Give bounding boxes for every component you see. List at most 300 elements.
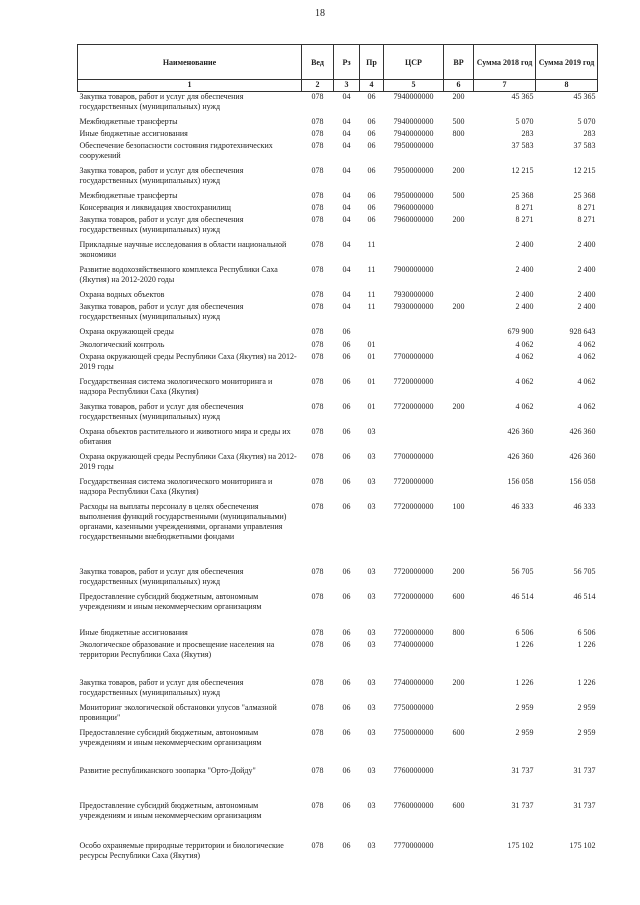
row-vr: 600 — [452, 800, 465, 810]
row-name: Закупка товаров, работ и услуг для обеспечения государственных (муниципальных) нужд — [79, 165, 244, 185]
row-sum-2019: 8 271 — [577, 214, 596, 224]
row-rz: 04 — [342, 301, 351, 311]
row-csr: 7720000000 — [393, 376, 434, 386]
column-number: 5 — [384, 80, 444, 92]
row-pr: 03 — [367, 639, 376, 649]
row-rz: 06 — [342, 639, 351, 649]
row-pr: 03 — [367, 566, 376, 576]
row-sum-2019: 175 102 — [569, 840, 596, 850]
row-csr: 7720000000 — [393, 566, 434, 576]
table-row — [78, 801, 598, 841]
row-name: Обеспечение безопасности состояния гидротехнических сооружений — [79, 140, 273, 160]
column-number-row — [78, 80, 598, 92]
row-vr — [444, 452, 474, 477]
row-ved: 078 — [311, 339, 324, 349]
row-pr: 11 — [367, 289, 376, 299]
row-ved: 078 — [311, 476, 324, 486]
row-pr: 06 — [367, 116, 376, 126]
row-sum-2019: 2 400 — [577, 264, 596, 274]
row-rz: 06 — [342, 677, 351, 687]
row-csr: 7700000000 — [393, 351, 434, 361]
row-vr — [444, 203, 474, 215]
row-pr — [360, 327, 384, 340]
table-row — [78, 215, 598, 240]
table-row — [78, 567, 598, 592]
row-sum-2019: 1 226 — [577, 677, 596, 687]
row-pr: 03 — [367, 800, 376, 810]
row-rz: 04 — [342, 190, 351, 200]
row-csr: 7720000000 — [393, 501, 434, 511]
row-vr — [444, 290, 474, 302]
row-csr: 7750000000 — [393, 702, 434, 712]
table-row — [78, 290, 598, 302]
header-rz: Рз — [334, 45, 360, 80]
row-vr: 800 — [452, 128, 465, 138]
row-sum-2018: 4 062 — [515, 401, 534, 411]
row-ved: 078 — [311, 639, 324, 649]
header-ved: Вед — [302, 45, 334, 80]
row-rz: 06 — [342, 727, 351, 737]
row-vr: 200 — [452, 165, 465, 175]
row-pr: 03 — [367, 765, 376, 775]
row-ved: 078 — [311, 202, 324, 212]
table-row — [78, 129, 598, 141]
row-ved: 078 — [311, 501, 324, 511]
row-vr: 200 — [452, 677, 465, 687]
table-row — [78, 166, 598, 191]
row-csr: 7940000000 — [393, 128, 434, 138]
table-row — [78, 678, 598, 703]
row-pr: 03 — [367, 501, 376, 511]
row-csr: 7950000000 — [393, 140, 434, 150]
row-rz: 06 — [342, 476, 351, 486]
row-csr: 7950000000 — [393, 190, 434, 200]
row-vr — [444, 141, 474, 166]
row-vr — [444, 841, 474, 871]
row-vr: 500 — [452, 190, 465, 200]
column-number: 7 — [474, 80, 536, 92]
row-vr — [444, 477, 474, 502]
row-sum-2018: 426 360 — [507, 426, 534, 436]
row-name: Государственная система экологического мониторинга и надзора Республики Саха (Якутия) — [79, 376, 273, 396]
row-vr: 200 — [452, 401, 465, 411]
row-pr: 01 — [367, 401, 376, 411]
row-sum-2019: 56 705 — [573, 566, 596, 576]
row-rz: 06 — [342, 800, 351, 810]
column-number: 1 — [78, 80, 302, 92]
header-row — [78, 45, 598, 80]
row-ved: 078 — [311, 239, 324, 249]
row-rz: 06 — [342, 627, 351, 637]
row-rz: 06 — [342, 566, 351, 576]
row-rz: 04 — [342, 116, 351, 126]
row-sum-2019: 426 360 — [569, 451, 596, 461]
row-csr — [384, 340, 444, 352]
row-name: Развитие водохозяйственного комплекса Республики Саха (Якутия) на 2012-2020 годы — [79, 264, 278, 284]
row-ved: 078 — [311, 92, 324, 101]
row-csr: 7930000000 — [393, 301, 434, 311]
row-name: Прикладные научные исследования в области национальной экономики — [79, 239, 287, 259]
row-vr — [444, 352, 474, 377]
table-row — [78, 377, 598, 402]
table-row — [78, 240, 598, 265]
row-rz: 04 — [342, 165, 351, 175]
row-name: Закупка товаров, работ и услуг для обеспечения государственных (муниципальных) нужд — [79, 214, 244, 234]
row-csr: 7720000000 — [393, 591, 434, 601]
row-vr — [444, 327, 474, 340]
row-pr: 01 — [367, 351, 376, 361]
row-pr: 01 — [367, 339, 376, 349]
row-sum-2019: 46 514 — [573, 591, 596, 601]
row-sum-2018: 56 705 — [511, 566, 534, 576]
row-vr — [444, 240, 474, 265]
row-name: Охрана объектов растительного и животного мира и среды их обитания — [79, 426, 291, 446]
row-name: Консервация и ликвидация хвостохранилищ — [79, 202, 231, 212]
row-ved: 078 — [311, 376, 324, 386]
row-sum-2018: 31 737 — [511, 765, 534, 775]
row-name: Экологический контроль — [79, 339, 165, 349]
row-csr: 7740000000 — [393, 639, 434, 649]
row-rz: 04 — [342, 202, 351, 212]
row-sum-2018: 46 333 — [511, 501, 534, 511]
row-sum-2018: 679 900 — [507, 326, 534, 336]
row-name: Предоставление субсидий бюджетным, автономным учреждениям и иным некоммерческим организациям — [79, 800, 262, 820]
row-name: Межбюджетные трансферты — [79, 190, 178, 200]
row-sum-2018: 12 215 — [511, 165, 534, 175]
table-row — [78, 452, 598, 477]
row-ved: 078 — [311, 214, 324, 224]
row-ved: 078 — [311, 727, 324, 737]
row-rz: 06 — [342, 351, 351, 361]
column-number: 4 — [360, 80, 384, 92]
row-ved: 078 — [311, 116, 324, 126]
page-number: 18 — [315, 8, 325, 19]
row-pr: 11 — [367, 301, 376, 311]
row-csr: 7940000000 — [393, 92, 434, 101]
table-row — [78, 703, 598, 728]
row-sum-2018: 175 102 — [507, 840, 534, 850]
table-body — [78, 92, 598, 871]
row-sum-2019: 2 959 — [577, 702, 596, 712]
table-row — [78, 352, 598, 377]
row-pr: 06 — [367, 190, 376, 200]
row-ved: 078 — [311, 326, 324, 336]
row-pr: 11 — [367, 264, 376, 274]
row-csr: 7770000000 — [393, 840, 434, 850]
row-name: Закупка товаров, работ и услуг для обеспечения государственных (муниципальных) нужд — [79, 92, 244, 111]
row-rz: 04 — [342, 128, 351, 138]
row-csr — [384, 427, 444, 452]
row-ved: 078 — [311, 702, 324, 712]
row-ved: 078 — [311, 591, 324, 601]
row-rz: 04 — [342, 239, 351, 249]
budget-table — [77, 44, 598, 871]
row-vr — [444, 377, 474, 402]
row-sum-2019: 2 400 — [577, 301, 596, 311]
row-ved: 078 — [311, 800, 324, 810]
row-pr: 03 — [367, 627, 376, 637]
row-rz: 04 — [342, 214, 351, 224]
row-sum-2019: 4 062 — [577, 339, 596, 349]
row-sum-2019: 283 — [583, 128, 596, 138]
row-pr: 06 — [367, 128, 376, 138]
row-csr: 7760000000 — [393, 765, 434, 775]
table-row — [78, 628, 598, 640]
row-vr: 600 — [452, 591, 465, 601]
table-row — [78, 402, 598, 427]
row-pr: 06 — [367, 165, 376, 175]
row-sum-2019: 45 365 — [573, 92, 596, 101]
row-sum-2018: 426 360 — [507, 451, 534, 461]
row-sum-2019: 6 506 — [577, 627, 596, 637]
row-rz: 06 — [342, 339, 351, 349]
row-csr: 7720000000 — [393, 476, 434, 486]
row-pr: 03 — [367, 591, 376, 601]
row-pr: 06 — [367, 140, 376, 150]
header-vr: ВР — [444, 45, 474, 80]
row-ved: 078 — [311, 289, 324, 299]
row-sum-2018: 6 506 — [515, 627, 534, 637]
row-ved: 078 — [311, 426, 324, 436]
table-row — [78, 340, 598, 352]
row-sum-2018: 37 583 — [511, 140, 534, 150]
row-sum-2018: 2 959 — [515, 727, 534, 737]
row-name: Особо охраняемые природные территории и биологические ресурсы Республики Саха (Якутия) — [79, 840, 284, 860]
row-name: Предоставление субсидий бюджетным, автономным учреждениям и иным некоммерческим организациям — [79, 591, 262, 611]
row-pr: 01 — [367, 376, 376, 386]
row-name: Государственная система экологического мониторинга и надзора Республики Саха (Якутия) — [79, 476, 273, 496]
table-row — [78, 117, 598, 129]
row-sum-2018: 2 400 — [515, 239, 534, 249]
row-sum-2019: 1 226 — [577, 639, 596, 649]
row-rz: 06 — [342, 702, 351, 712]
header-sum-2018: Сумма 2018 год — [474, 45, 536, 80]
row-ved: 078 — [311, 451, 324, 461]
row-csr — [384, 327, 444, 340]
row-sum-2018: 283 — [521, 128, 534, 138]
row-sum-2019: 8 271 — [577, 202, 596, 212]
row-vr: 200 — [452, 92, 465, 101]
row-vr — [444, 265, 474, 290]
row-sum-2018: 8 271 — [515, 214, 534, 224]
header-csr: ЦСР — [384, 45, 444, 80]
row-pr: 03 — [367, 451, 376, 461]
row-sum-2018: 2 400 — [515, 264, 534, 274]
row-pr: 06 — [367, 214, 376, 224]
row-ved: 078 — [311, 351, 324, 361]
row-pr: 03 — [367, 727, 376, 737]
row-sum-2018: 31 737 — [511, 800, 534, 810]
row-ved: 078 — [311, 627, 324, 637]
table-row — [78, 203, 598, 215]
row-ved: 078 — [311, 190, 324, 200]
row-sum-2019: 156 058 — [569, 476, 596, 486]
row-name: Закупка товаров, работ и услуг для обеспечения государственных (муниципальных) нужд — [79, 677, 244, 697]
row-sum-2019: 4 062 — [577, 351, 596, 361]
table-row — [78, 728, 598, 766]
row-rz: 06 — [342, 840, 351, 850]
table-row — [78, 640, 598, 678]
table-row — [78, 592, 598, 628]
row-vr — [444, 340, 474, 352]
row-sum-2019: 46 333 — [573, 501, 596, 511]
row-sum-2018: 2 959 — [515, 702, 534, 712]
row-ved: 078 — [311, 566, 324, 576]
row-sum-2018: 45 365 — [511, 92, 534, 101]
row-pr: 03 — [367, 677, 376, 687]
row-csr: 7930000000 — [393, 289, 434, 299]
row-ved: 078 — [311, 128, 324, 138]
table-row — [78, 841, 598, 871]
row-rz: 06 — [342, 501, 351, 511]
row-name: Предоставление субсидий бюджетным, автономным учреждениям и иным некоммерческим организациям — [79, 727, 262, 747]
row-vr: 800 — [452, 627, 465, 637]
row-name: Закупка товаров, работ и услуг для обеспечения государственных (муниципальных) нужд — [79, 401, 244, 421]
row-rz: 06 — [342, 426, 351, 436]
row-pr: 06 — [367, 202, 376, 212]
row-ved: 078 — [311, 765, 324, 775]
row-pr: 03 — [367, 426, 376, 436]
row-ved: 078 — [311, 677, 324, 687]
row-ved: 078 — [311, 401, 324, 411]
row-sum-2018: 1 226 — [515, 677, 534, 687]
row-ved: 078 — [311, 140, 324, 150]
row-rz: 06 — [342, 326, 351, 336]
table-row — [78, 327, 598, 340]
row-csr: 7940000000 — [393, 116, 434, 126]
row-csr — [384, 240, 444, 265]
row-sum-2019: 12 215 — [573, 165, 596, 175]
row-pr: 03 — [367, 702, 376, 712]
row-pr: 06 — [367, 92, 376, 101]
row-sum-2019: 25 368 — [573, 190, 596, 200]
row-vr — [444, 766, 474, 801]
row-pr: 11 — [367, 239, 376, 249]
row-sum-2018: 25 368 — [511, 190, 534, 200]
row-rz: 06 — [342, 451, 351, 461]
row-rz: 04 — [342, 140, 351, 150]
row-sum-2019: 928 643 — [569, 326, 596, 336]
column-number: 8 — [536, 80, 598, 92]
row-name: Экологическое образование и просвещение населения на территории Республики Саха (Якутия) — [79, 639, 275, 659]
table-row — [78, 265, 598, 290]
row-rz: 06 — [342, 591, 351, 601]
row-vr — [444, 427, 474, 452]
row-rz: 06 — [342, 765, 351, 775]
row-sum-2018: 4 062 — [515, 339, 534, 349]
row-name: Охрана окружающей среды Республики Саха (Якутия) на 2012-2019 годы — [79, 351, 297, 371]
table-row — [78, 766, 598, 801]
row-sum-2019: 4 062 — [577, 401, 596, 411]
row-vr — [444, 703, 474, 728]
row-csr: 7900000000 — [393, 264, 434, 274]
row-vr: 200 — [452, 214, 465, 224]
row-rz: 06 — [342, 376, 351, 386]
table-row — [78, 302, 598, 327]
header-name: Наименование — [78, 45, 302, 80]
row-csr: 7750000000 — [393, 727, 434, 737]
row-name: Иные бюджетные ассигнования — [79, 128, 188, 138]
row-rz: 04 — [342, 289, 351, 299]
row-vr: 200 — [452, 566, 465, 576]
row-sum-2018: 2 400 — [515, 301, 534, 311]
row-name: Развитие республиканского зоопарка "Орто-Дойду" — [79, 765, 256, 775]
row-sum-2018: 46 514 — [511, 591, 534, 601]
row-vr: 200 — [452, 301, 465, 311]
row-sum-2019: 426 360 — [569, 426, 596, 436]
row-pr: 03 — [367, 840, 376, 850]
row-name: Мониторинг экологической обстановки улусов "алмазной провинции" — [79, 702, 277, 722]
row-name: Иные бюджетные ассигнования — [79, 627, 188, 637]
row-sum-2019: 31 737 — [573, 765, 596, 775]
row-vr: 100 — [452, 501, 465, 511]
row-sum-2019: 2 400 — [577, 289, 596, 299]
row-sum-2019: 31 737 — [573, 800, 596, 810]
row-sum-2019: 37 583 — [573, 140, 596, 150]
row-vr: 600 — [452, 727, 465, 737]
row-csr: 7950000000 — [393, 165, 434, 175]
column-number: 3 — [334, 80, 360, 92]
row-csr: 7960000000 — [393, 214, 434, 224]
table-row — [78, 477, 598, 502]
row-ved: 078 — [311, 264, 324, 274]
row-sum-2018: 156 058 — [507, 476, 534, 486]
row-csr: 7740000000 — [393, 677, 434, 687]
row-csr: 7720000000 — [393, 627, 434, 637]
table-row — [78, 502, 598, 567]
row-csr: 7760000000 — [393, 800, 434, 810]
table-row — [78, 427, 598, 452]
row-rz: 04 — [342, 264, 351, 274]
row-vr — [444, 640, 474, 678]
row-sum-2019: 5 070 — [577, 116, 596, 126]
row-sum-2018: 1 226 — [515, 639, 534, 649]
row-ved: 078 — [311, 301, 324, 311]
row-name: Межбюджетные трансферты — [79, 116, 178, 126]
row-sum-2018: 2 400 — [515, 289, 534, 299]
row-sum-2019: 4 062 — [577, 376, 596, 386]
row-name: Расходы на выплаты персоналу в целях обеспечения выполнения функций государственными (муниципальными) органами, казенными учреждениями, органами управления государственными внебюджетными фондами — [79, 501, 287, 541]
row-sum-2018: 5 070 — [515, 116, 534, 126]
row-sum-2019: 2 959 — [577, 727, 596, 737]
row-name: Охрана водных объектов — [79, 289, 165, 299]
row-csr: 7720000000 — [393, 401, 434, 411]
header-pr: Пр — [360, 45, 384, 80]
row-vr: 500 — [452, 116, 465, 126]
row-csr: 7700000000 — [393, 451, 434, 461]
row-name: Охрана окружающей среды Республики Саха (Якутия) на 2012-2019 годы — [79, 451, 297, 471]
row-ved: 078 — [311, 840, 324, 850]
row-sum-2018: 8 271 — [515, 202, 534, 212]
header-sum-2019: Сумма 2019 год — [536, 45, 598, 80]
row-rz: 06 — [342, 401, 351, 411]
table-row — [78, 191, 598, 203]
row-pr: 03 — [367, 476, 376, 486]
row-name: Охрана окружающей среды — [79, 326, 174, 336]
table-row — [78, 92, 598, 117]
row-ved: 078 — [311, 165, 324, 175]
table-row — [78, 141, 598, 166]
row-sum-2019: 2 400 — [577, 239, 596, 249]
row-rz: 04 — [342, 92, 351, 101]
row-csr: 7960000000 — [393, 202, 434, 212]
row-name: Закупка товаров, работ и услуг для обеспечения государственных (муниципальных) нужд — [79, 566, 244, 586]
column-number: 6 — [444, 80, 474, 92]
row-sum-2018: 4 062 — [515, 351, 534, 361]
row-name: Закупка товаров, работ и услуг для обеспечения государственных (муниципальных) нужд — [79, 301, 244, 321]
row-sum-2018: 4 062 — [515, 376, 534, 386]
column-number: 2 — [302, 80, 334, 92]
